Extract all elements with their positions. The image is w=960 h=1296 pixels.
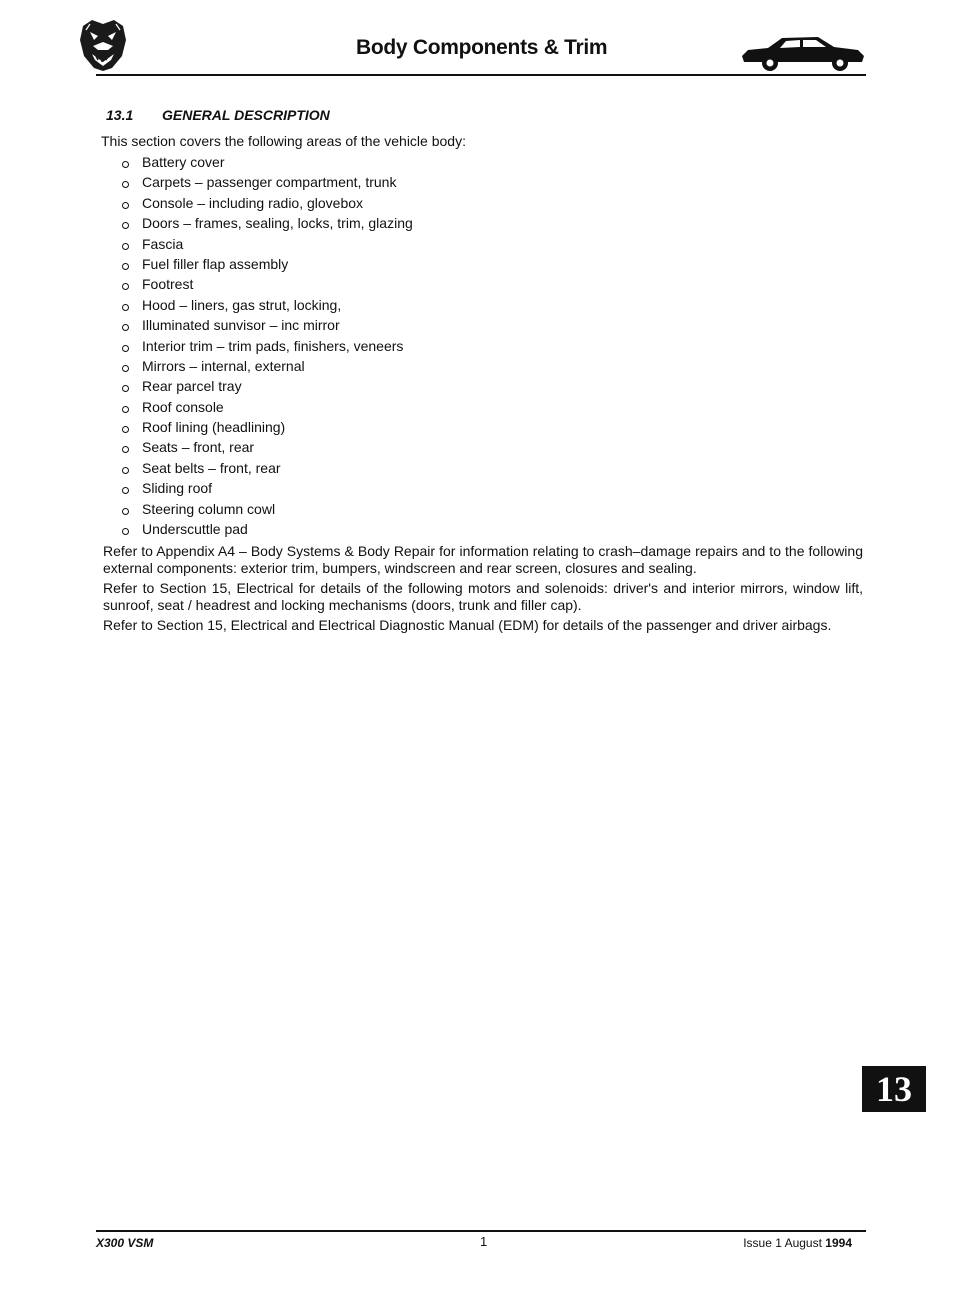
issue-date: Issue 1 August 1994 bbox=[743, 1236, 852, 1250]
list-item: Underscuttle pad bbox=[122, 519, 413, 539]
list-item: Rear parcel tray bbox=[122, 376, 413, 396]
section-title: GENERAL DESCRIPTION bbox=[162, 107, 330, 123]
bullet-icon bbox=[122, 181, 129, 188]
bullet-icon bbox=[122, 426, 129, 433]
list-item: Battery cover bbox=[122, 152, 413, 172]
list-item: Seats – front, rear bbox=[122, 437, 413, 457]
saloon-car-silhouette-icon bbox=[740, 30, 866, 72]
list-item: Roof lining (headlining) bbox=[122, 417, 413, 437]
list-item: Footrest bbox=[122, 274, 413, 294]
bullet-icon bbox=[122, 283, 129, 290]
bullet-icon bbox=[122, 365, 129, 372]
list-item: Roof console bbox=[122, 397, 413, 417]
list-item: Steering column cowl bbox=[122, 499, 413, 519]
bullet-icon bbox=[122, 304, 129, 311]
electrical-reference-paragraph: Refer to Section 15, Electrical for details of the following motors and solenoids: driver's and interior mirrors, window lift, sunroof, seat / headrest and locking mechanisms (doors, trunk and filler cap). bbox=[103, 580, 863, 613]
bullet-icon bbox=[122, 487, 129, 494]
list-item: Hood – liners, gas strut, locking, bbox=[122, 295, 413, 315]
jaguar-growler-logo-icon bbox=[78, 18, 128, 72]
bullet-icon bbox=[122, 202, 129, 209]
list-item: Interior trim – trim pads, finishers, veneers bbox=[122, 336, 413, 356]
appendix-reference-paragraph: Refer to Appendix A4 – Body Systems & Body Repair for information relating to crash–damage repairs and to the following external components: exterior trim, bumpers, windscreen and rear screen, closures and sealing. bbox=[103, 543, 863, 576]
bullet-icon bbox=[122, 345, 129, 352]
airbag-reference-paragraph: Refer to Section 15, Electrical and Electrical Diagnostic Manual (EDM) for details of the passenger and driver airbags. bbox=[103, 617, 832, 633]
header-divider bbox=[96, 74, 866, 76]
list-item: Illuminated sunvisor – inc mirror bbox=[122, 315, 413, 335]
section-heading bbox=[106, 107, 330, 123]
footer-divider bbox=[96, 1230, 866, 1232]
list-item: Carpets – passenger compartment, trunk bbox=[122, 172, 413, 192]
component-list bbox=[122, 152, 413, 539]
bullet-icon bbox=[122, 406, 129, 413]
section-tab: 13 bbox=[862, 1066, 926, 1112]
bullet-icon bbox=[122, 222, 129, 229]
bullet-icon bbox=[122, 467, 129, 474]
page-title: Body Components & Trim bbox=[356, 36, 608, 59]
list-item: Sliding roof bbox=[122, 478, 413, 498]
section-number: 13.1 bbox=[106, 107, 134, 123]
bullet-icon bbox=[122, 263, 129, 270]
bullet-icon bbox=[122, 385, 129, 392]
page-number: 1 bbox=[480, 1234, 488, 1249]
list-item: Doors – frames, sealing, locks, trim, glazing bbox=[122, 213, 413, 233]
bullet-icon bbox=[122, 446, 129, 453]
list-item: Seat belts – front, rear bbox=[122, 458, 413, 478]
intro-text: This section covers the following areas of the vehicle body: bbox=[101, 133, 466, 149]
list-item: Fascia bbox=[122, 234, 413, 254]
list-item: Console – including radio, glovebox bbox=[122, 193, 413, 213]
bullet-icon bbox=[122, 508, 129, 515]
bullet-icon bbox=[122, 528, 129, 535]
bullet-icon bbox=[122, 161, 129, 168]
bullet-icon bbox=[122, 324, 129, 331]
bullet-icon bbox=[122, 243, 129, 250]
document-code: X300 VSM bbox=[96, 1236, 154, 1250]
list-item: Fuel filler flap assembly bbox=[122, 254, 413, 274]
list-item: Mirrors – internal, external bbox=[122, 356, 413, 376]
